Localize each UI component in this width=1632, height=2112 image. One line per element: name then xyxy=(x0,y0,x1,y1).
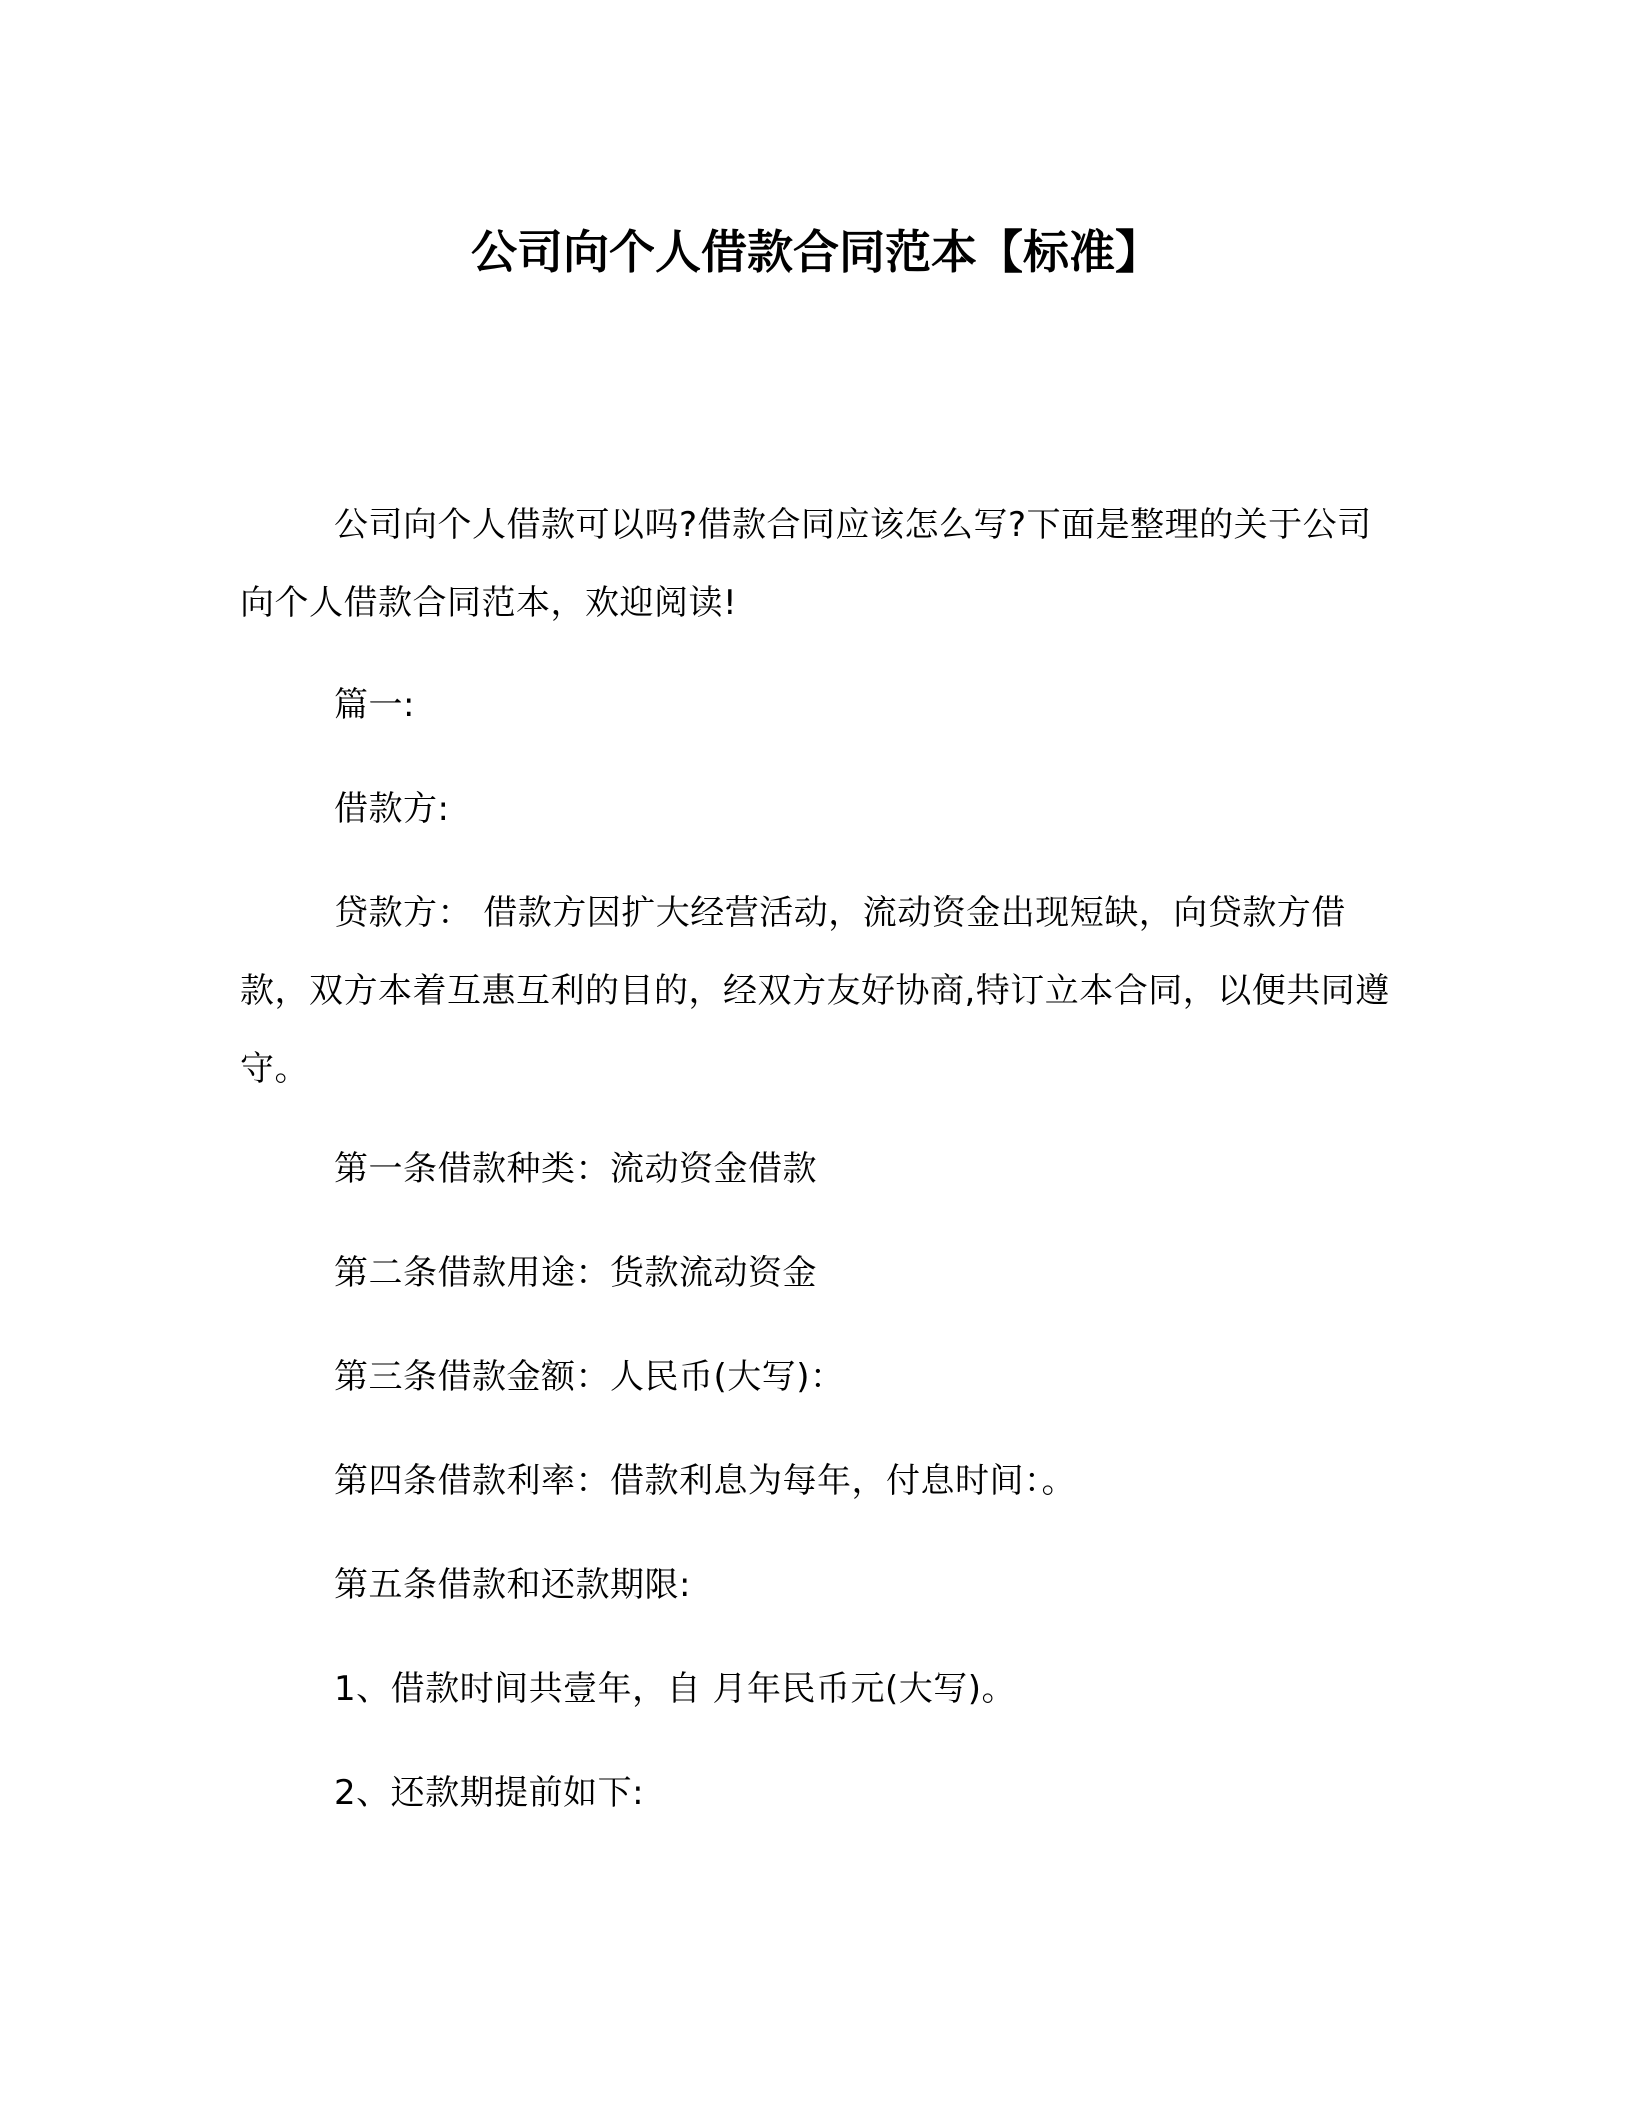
document-title: 公司向个人借款合同范本【标准】 xyxy=(471,225,1161,279)
article-1 xyxy=(240,1130,1390,1208)
article-3-text: 第三条借款金额：人民币(大写)： xyxy=(334,1357,845,1397)
article-2 xyxy=(240,1234,1390,1312)
article-4-text: 第四条借款利率：借款利息为每年，付息时间：。 xyxy=(334,1461,1076,1501)
borrower-paragraph xyxy=(240,770,1390,848)
list-item-1-text: 1、借款时间共壹年，自 月年民币元(大写)。 xyxy=(334,1669,1016,1709)
article-4 xyxy=(240,1442,1390,1520)
list-item-2-text: 2、还款期提前如下: xyxy=(334,1773,645,1813)
list-item-1 xyxy=(240,1650,1390,1728)
intro-text: 公司向个人借款可以吗?借款合同应该怎么写?下面是整理的关于公司向个人借款合同范本，欢迎阅读! xyxy=(240,505,1372,623)
part-heading xyxy=(240,666,1390,744)
intro-paragraph xyxy=(240,486,1390,642)
article-2-text: 第二条借款用途：货款流动资金 xyxy=(334,1253,817,1293)
list-item-2 xyxy=(240,1754,1390,1832)
article-5-text: 第五条借款和还款期限: xyxy=(334,1565,691,1605)
article-1-text: 第一条借款种类：流动资金借款 xyxy=(334,1149,817,1189)
article-3 xyxy=(240,1338,1390,1416)
lender-paragraph xyxy=(240,874,1390,1108)
lender-text: 贷款方： 借款方因扩大经营活动，流动资金出现短缺，向贷款方借款，双方本着互惠互利的目的，经双方友好协商,特订立本合同，以便共同遵守。 xyxy=(240,893,1390,1089)
part-heading-text: 篇一: xyxy=(334,685,415,725)
borrower-text: 借款方: xyxy=(334,789,450,829)
article-5 xyxy=(240,1546,1390,1624)
